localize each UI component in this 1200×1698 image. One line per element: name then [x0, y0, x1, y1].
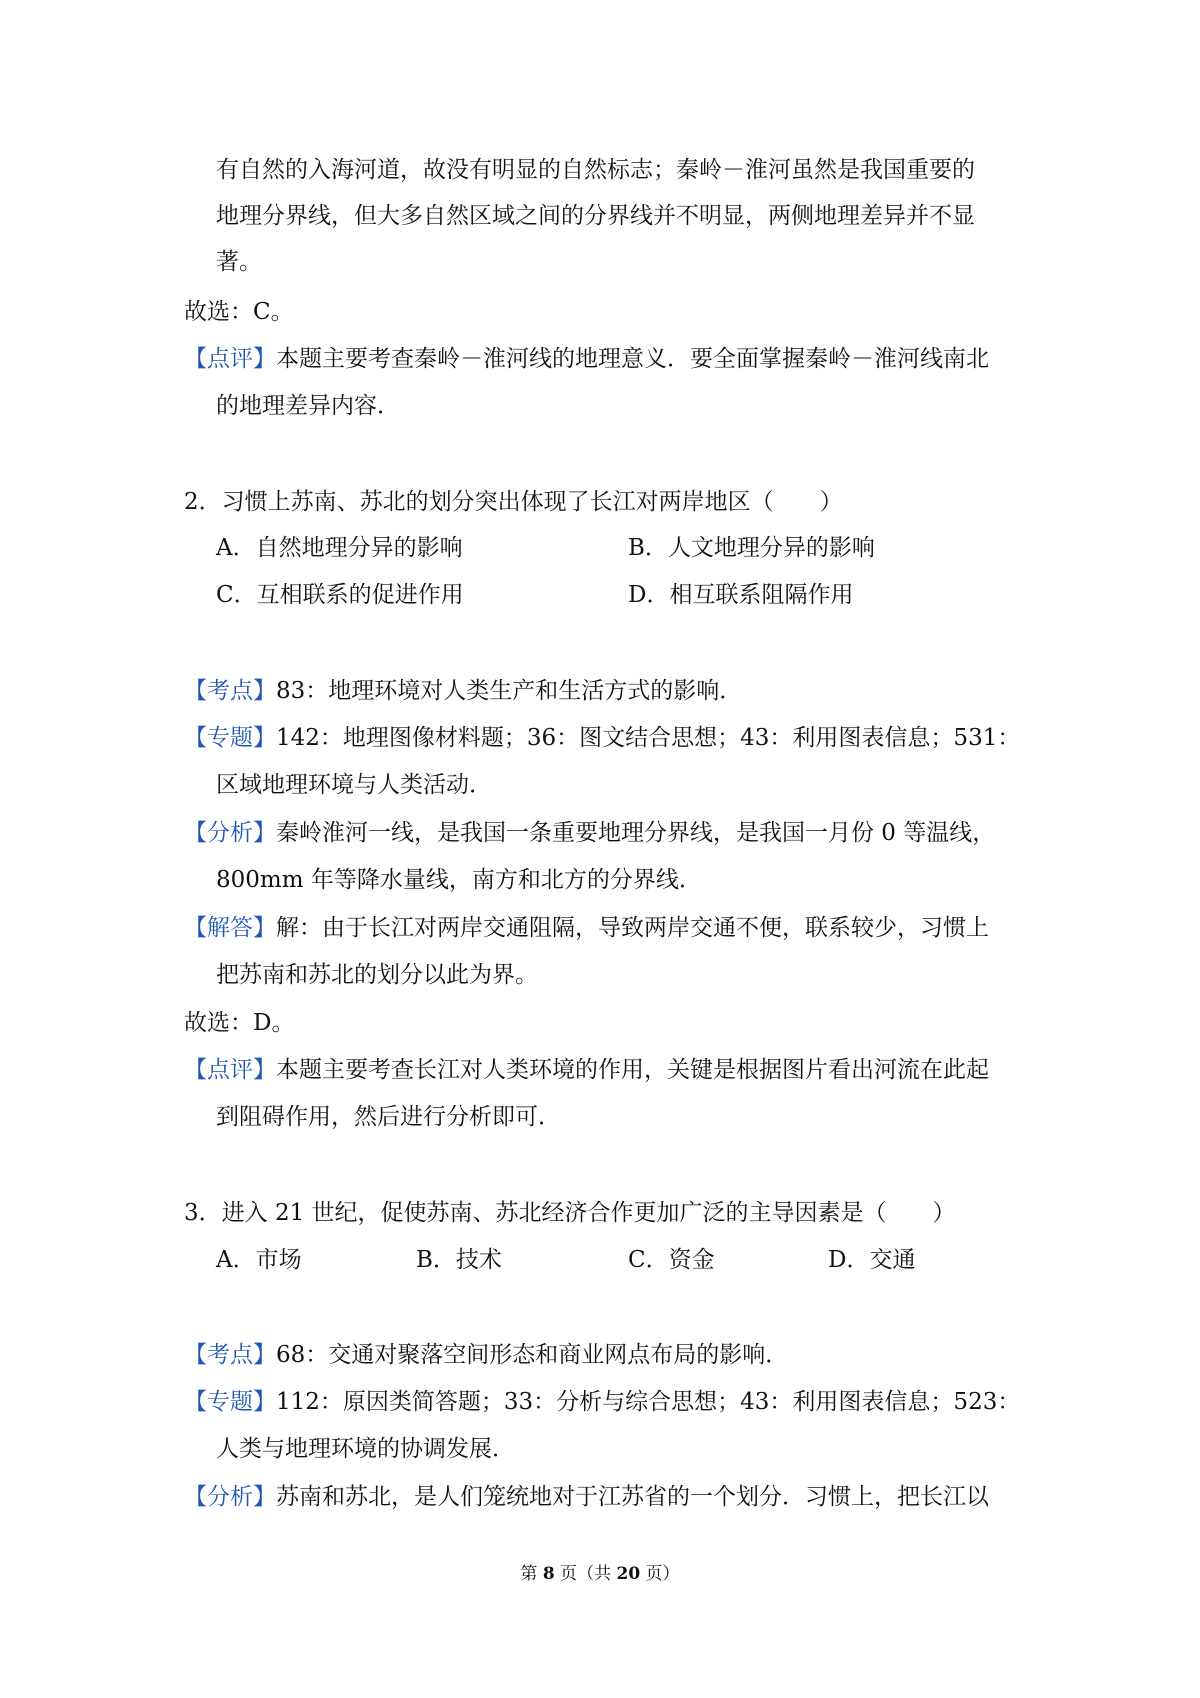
q3-option-b: B．技术: [416, 1247, 502, 1273]
zhuanti-tag: 【专题】: [184, 1389, 276, 1415]
q3-kaodian: [184, 1340, 788, 1370]
comment-tag: 【点评】: [184, 346, 276, 372]
comment-tag: 【点评】: [184, 1057, 276, 1083]
q3-option-d: D．交通: [828, 1247, 916, 1273]
q3-zhuanti-line2: 人类与地理环境的协调发展．: [216, 1436, 515, 1462]
q1-choice: 故选：C。: [184, 299, 294, 325]
q3-zhuanti-text: 112：原因类简答题；33：分析与综合思想；43：利用图表信息；523：: [276, 1389, 1021, 1415]
q2-jieda: [184, 913, 989, 943]
q1-analysis-line3: 著。: [216, 249, 262, 275]
q3-stem: 3．进入 21 世纪，促使苏南、苏北经济合作更加广泛的主导因素是（ ）: [184, 1200, 956, 1226]
footer-suffix: 页）: [640, 1564, 680, 1584]
q1-analysis-line2: 地理分界线，但大多自然区域之间的分界线并不明显，两侧地理差异并不显: [216, 203, 975, 229]
footer-prefix: 第: [520, 1564, 543, 1584]
page-total: 20: [616, 1564, 641, 1584]
q2-jieda-line2: 把苏南和苏北的划分以此为界。: [216, 962, 538, 988]
q1-comment-text: 本题主要考查秦岭－淮河线的地理意义．要全面掌握秦岭－淮河线南北: [276, 346, 989, 372]
fenxi-tag: 【分析】: [184, 1484, 276, 1510]
q2-choice: 故选：D。: [184, 1010, 295, 1036]
kaodian-tag: 【考点】: [184, 678, 276, 704]
q3-kaodian-text: 68：交通对聚落空间形态和商业网点布局的影响．: [276, 1342, 789, 1368]
q2-zhuanti: [184, 723, 1020, 753]
q1-analysis-line1: 有自然的入海河道，故没有明显的自然标志；秦岭－淮河虽然是我国重要的: [216, 157, 975, 183]
q2-fenxi: [184, 818, 995, 848]
q2-fenxi-text: 秦岭淮河一线，是我国一条重要地理分界线，是我国一月份 0 等温线，: [276, 820, 996, 846]
q2-kaodian: [184, 676, 742, 706]
q2-option-c: C．互相联系的促进作用: [216, 582, 464, 608]
q2-kaodian-text: 83：地理环境对人类生产和生活方式的影响．: [276, 678, 743, 704]
q2-stem: 2．习惯上苏南、苏北的划分突出体现了长江对两岸地区（ ）: [184, 489, 843, 515]
q3-zhuanti: [184, 1387, 1020, 1417]
jieda-tag: 【解答】: [184, 915, 276, 941]
q3-option-c: C．资金: [628, 1247, 715, 1273]
footer-middle: 页（共: [554, 1564, 617, 1584]
q2-comment: [184, 1055, 989, 1085]
q2-zhuanti-line2: 区域地理环境与人类活动．: [216, 772, 492, 798]
q2-jieda-text: 解：由于长江对两岸交通阻隔，导致两岸交通不便，联系较少，习惯上: [276, 915, 989, 941]
q3-fenxi: [184, 1482, 989, 1512]
kaodian-tag: 【考点】: [184, 1342, 276, 1368]
q3-fenxi-text: 苏南和苏北，是人们笼统地对于江苏省的一个划分．习惯上，把长江以: [276, 1484, 989, 1510]
zhuanti-tag: 【专题】: [184, 725, 276, 751]
page-footer: [0, 1562, 1200, 1586]
q2-comment-text: 本题主要考查长江对人类环境的作用，关键是根据图片看出河流在此起: [276, 1057, 989, 1083]
q2-option-a: A．自然地理分异的影响: [216, 535, 463, 561]
fenxi-tag: 【分析】: [184, 820, 276, 846]
q2-comment-line2: 到阻碍作用，然后进行分析即可．: [216, 1104, 561, 1130]
q2-fenxi-line2: 800mm 年等降水量线，南方和北方的分界线．: [216, 867, 702, 893]
q2-option-d: D．相互联系阻隔作用: [628, 582, 854, 608]
page-number: 8: [542, 1564, 555, 1584]
q2-option-b: B．人文地理分异的影响: [628, 535, 875, 561]
q2-zhuanti-text: 142：地理图像材料题；36：图文结合思想；43：利用图表信息；531：: [276, 725, 1021, 751]
q1-comment: [184, 344, 989, 374]
q3-option-a: A．市场: [216, 1247, 302, 1273]
q1-comment-line2: 的地理差异内容．: [216, 393, 400, 419]
